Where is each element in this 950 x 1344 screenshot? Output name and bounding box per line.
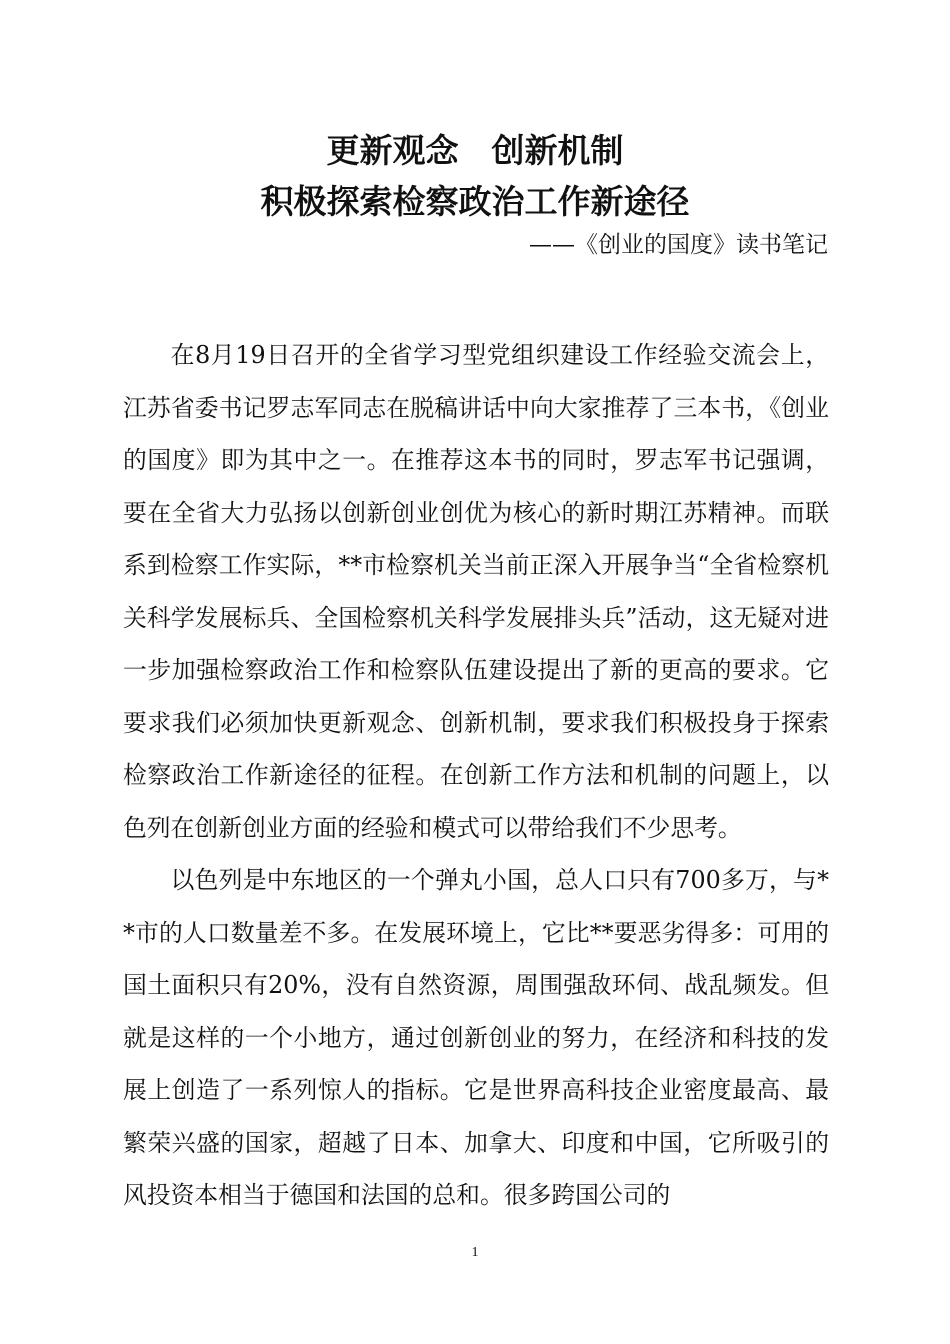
document-title-line-2: 积极探索检察政治工作新途径 [260,182,690,221]
paragraph-2: 以色列是中东地区的一个弹丸小国，总人口只有700多万，与**市的人口数量差不多。在发展环境上，它比**要恶劣得多：可用的国土面积只有20%，没有自然资源，周围强敌环伺、战乱频发。但就是这样的一个小地方，通过创新创业的努力，在经济和科技的发展上创造了一系列惊人的指标。它是世界高科技企业密度最高、最繁荣兴盛的国家，超越了日本、加拿大、印度和中国，它所吸引的风投资本相当于德国和法国的总和。很多跨国公司的 [123,866,829,1209]
page-number: 1 [471,1245,479,1260]
document-body [123,329,829,1222]
document-subtitle: ——《创业的国度》读书笔记 [529,232,828,258]
paragraph-1: 在8月19日召开的全省学习型党组织建设工作经验交流会上，江苏省委书记罗志军同志在脱稿讲话中向大家推荐了三本书，《创业的国度》即为其中之一。在推荐这本书的同时，罗志军书记强调，要在全省大力弘扬以创新创业创优为核心的新时期江苏精神。而联系到检察工作实际，**市检察机关当前正深入开展争当“全省检察机关科学发展标兵、全国检察机关科学发展排头兵”活动，这无疑对进一步加强检察政治工作和检察队伍建设提出了新的更高的要求。它要求我们必须加快更新观念、创新机制，要求我们积极投身于探索检察政治工作新途径的征程。在创新工作方法和机制的问题上，以色列在创新创业方面的经验和模式可以带给我们不少思考。 [123,341,829,842]
document-title-line-1: 更新观念 创新机制 [326,131,624,170]
